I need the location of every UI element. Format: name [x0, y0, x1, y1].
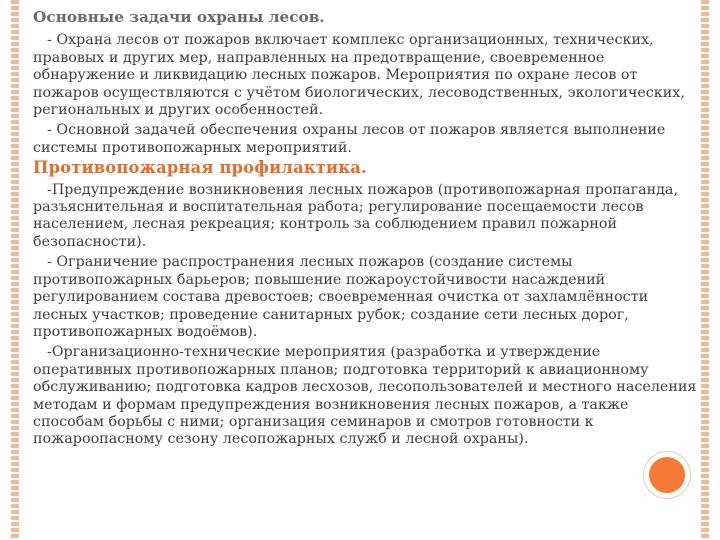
slide-content [33, 9, 698, 452]
right-decorative-border [701, 0, 709, 540]
heading-main-tasks: Основные задачи охраны лесов. [33, 8, 325, 26]
left-decorative-border [11, 0, 19, 540]
decorative-circle [644, 452, 690, 498]
paragraph-forest-fire-protection: - Охрана лесов от пожаров включает комплекс организационных, технических, правовых и других мер, направленных на предотвращение, своевременное обнаружение и ликвидацию лесных пожаров. Мероприятия по охране лесов от пожаров осуществляются с учётом биологических, лесоводственных, экологических, региональных и других особенностей. [33, 32, 685, 119]
paragraph-limitation: - Ограничение распространения лесных пожаров (создание системы противопожарных барьеров; повышение пожароустойчивости насаждений регулированием состава древостоев; своевременная очистка от захламлённости лесных участков; проведение санитарных рубок; создание сети лесных дорог, противопожарных водоёмов). [33, 254, 649, 340]
paragraph-organizational: -Организационно-технические мероприятия (разработка и утверждение оперативных противопожарных планов; подготовка территорий к авиационному обслуживанию; подготовка кадров лесхозов, лесопользователей и местного населения методам и формам предупреждения возникновения лесных пожаров, а также способам борьбы с ними; организация семинаров и смотров готовности к пожароопасному сезону лесопожарных служб и лесной охраны). [33, 344, 697, 448]
heading-fire-prevention: Противопожарная профилактика. [33, 158, 367, 178]
paragraph-prevention: -Предупреждение возникновения лесных пожаров (противопожарная пропаганда, разъяснительная и воспитательная работа; регулирование посещаемости лесов населением, лесная рекреация; контроль за соблюдением правил пожарной безопасности). [33, 181, 678, 250]
paragraph-main-task: - Основной задачей обеспечения охраны лесов от пожаров является выполнение системы противопожарных мероприятий. [33, 122, 666, 156]
